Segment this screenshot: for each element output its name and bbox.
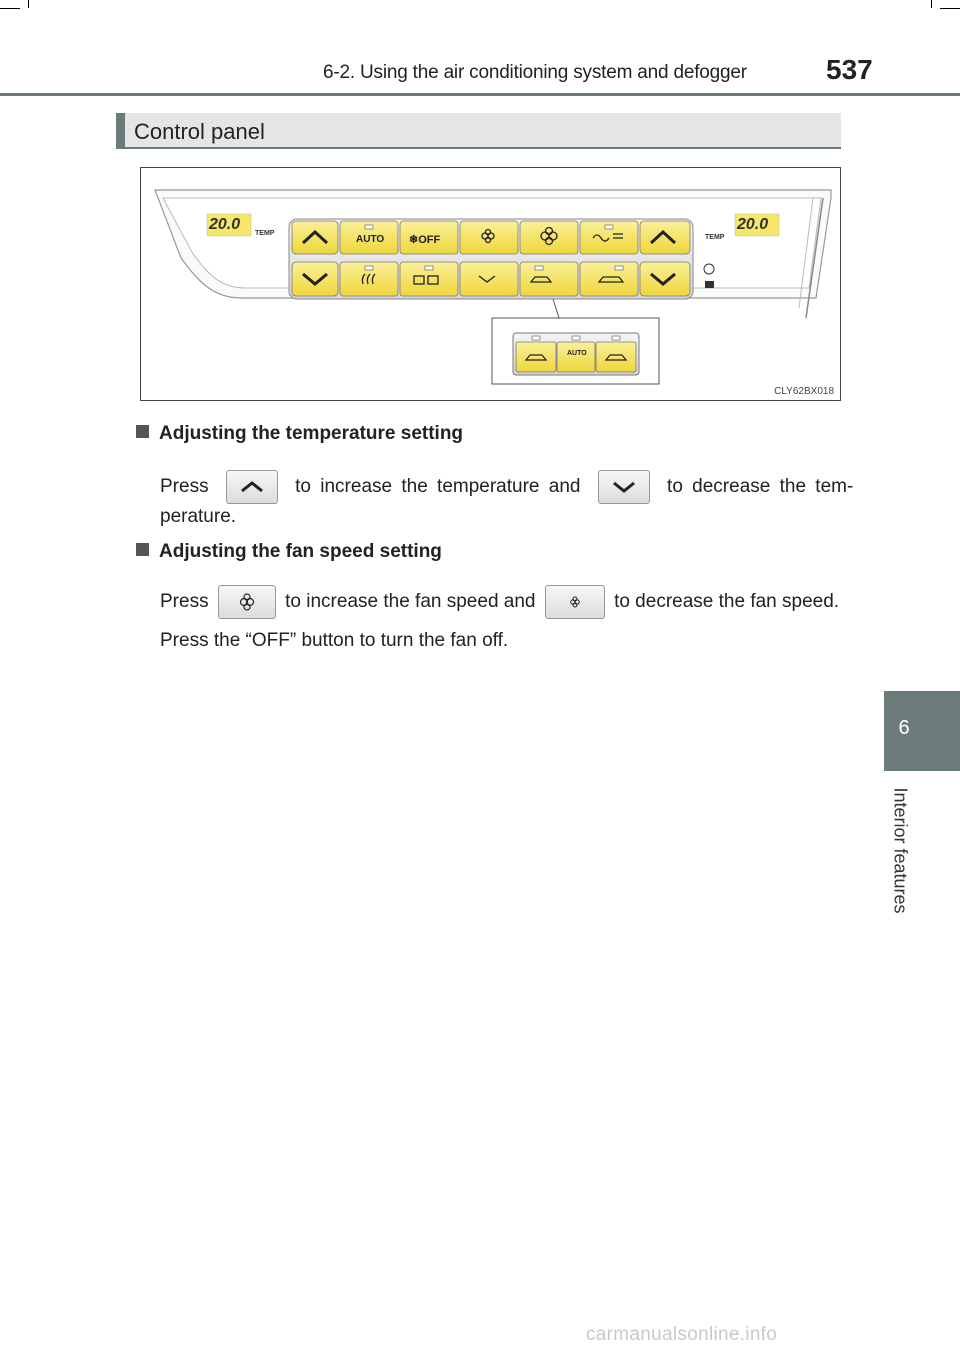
temp-down-button-image — [598, 470, 650, 504]
crop-mark — [931, 0, 932, 8]
running-header-title: 6-2. Using the air conditioning system and defogger — [323, 62, 747, 83]
temperature-instruction-cont: perature. — [160, 506, 237, 527]
page-number: 537 — [826, 54, 873, 85]
crop-mark — [28, 0, 29, 8]
crop-mark — [940, 8, 960, 9]
left-temp-label: TEMP — [255, 230, 275, 237]
watermark: carmanualsonline.info — [586, 1324, 778, 1345]
crop-mark — [0, 8, 20, 9]
chevron-down-icon — [599, 471, 649, 503]
fan-small-icon — [546, 586, 604, 618]
item-heading-fan — [136, 541, 442, 563]
chevron-up-icon — [227, 471, 277, 503]
text-press: Press — [160, 476, 209, 498]
item-heading-text: Adjusting the temperature setting — [159, 423, 464, 444]
control-panel-illustration — [141, 168, 840, 400]
section-heading-bar — [116, 113, 841, 149]
fan-up-button-image — [218, 585, 276, 619]
left-temp-display: 20.0 — [209, 216, 241, 233]
fan-instruction — [160, 585, 839, 619]
fan-down-button-image — [545, 585, 605, 619]
right-temp-label: TEMP — [705, 234, 725, 241]
fan-off-button-label[interactable]: ❄OFF — [409, 234, 441, 246]
chapter-label-container — [890, 780, 910, 920]
item-heading-temperature — [136, 423, 463, 445]
fan-off-instruction: Press the “OFF” button to turn the fan off. — [160, 630, 509, 651]
text-press: Press — [160, 591, 209, 613]
bullet-square — [136, 425, 149, 438]
temperature-instruction — [160, 470, 853, 504]
text-increase-fan: to increase the fan speed and — [285, 591, 536, 613]
fan-large-icon — [219, 586, 275, 618]
callout-auto-label: AUTO — [567, 350, 587, 357]
text-decrease-temp: to decrease the tem- — [667, 476, 854, 498]
off-label-text: OFF — [418, 234, 441, 246]
figure-code: CLY62BX018 — [774, 386, 834, 397]
text-decrease-fan: to decrease the fan speed. — [614, 591, 840, 613]
item-heading-text: Adjusting the fan speed setting — [159, 541, 442, 562]
text-increase-temp: to increase the temperature and — [295, 476, 581, 498]
chapter-number: 6 — [898, 717, 910, 739]
chapter-tab — [884, 691, 960, 771]
control-panel-figure — [140, 167, 841, 401]
auto-button-label[interactable]: AUTO — [356, 234, 385, 245]
bullet-square — [136, 543, 149, 556]
section-heading: Control panel — [134, 119, 265, 144]
right-temp-display: 20.0 — [737, 216, 769, 233]
header-rule — [0, 93, 960, 96]
temp-up-button-image — [226, 470, 278, 504]
chapter-label: Interior features — [890, 787, 911, 914]
